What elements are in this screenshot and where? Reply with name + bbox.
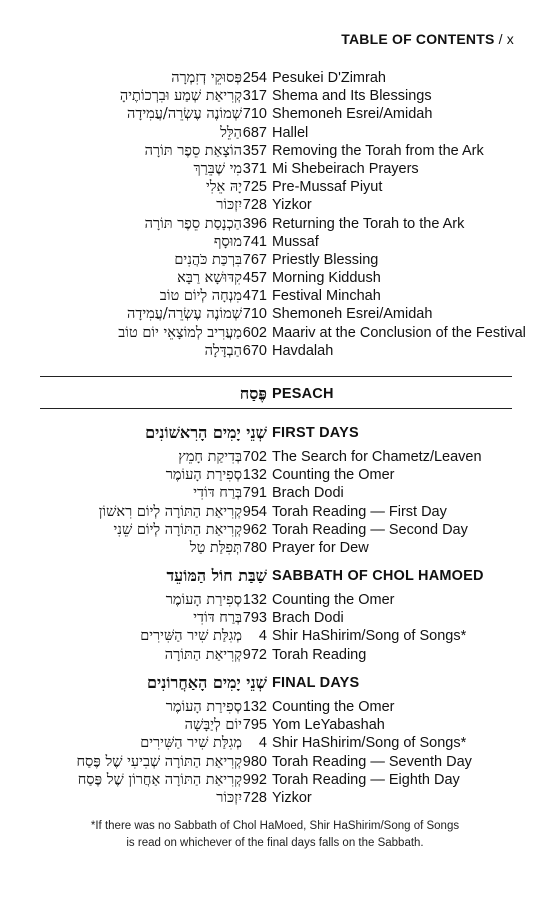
entry-title: Shemoneh Esrei/Amidah [272,306,433,323]
toc-entry[interactable] [0,269,550,287]
entry-hebrew: שְׁמוֹנֶה עֶשְׂרֵה/עֲמִידָה [127,306,242,323]
entry-page: 702 [242,449,267,465]
entry-page: 670 [242,342,267,359]
toc-entry[interactable] [0,160,550,178]
entry-title: Festival Minchah [272,288,381,305]
entry-page: 795 [242,717,267,734]
toc-entry[interactable] [0,448,550,466]
entry-page: 457 [242,270,267,287]
toc-entry[interactable] [0,646,550,664]
final-days-heading [0,672,550,694]
entry-hebrew: קְרִיאַת הַתּוֹרָה לְיוֹם שֵׁנִי [113,521,242,538]
pesach-heading-hebrew: פֶּסַח [239,384,267,403]
entry-page: 687 [242,124,267,141]
entry-hebrew: מְגִלַּת שִׁיר הַשִּׁירִים [140,628,242,645]
toc-entry[interactable] [0,609,550,627]
entry-page: 371 [242,160,267,177]
first-days-heading [0,422,550,444]
entry-page: 972 [242,646,267,663]
section-rule-bottom [40,408,512,409]
toc-general-list [0,69,550,360]
entry-hebrew: מִנְחָה לְיוֹם טוֹב [159,288,242,305]
running-header-separator: / [498,31,503,47]
entry-hebrew: הַבְדָּלָה [204,342,242,359]
entry-title: Yizkor [272,197,312,214]
entry-page: 396 [242,215,267,232]
entry-hebrew: יִזְכּוֹר [216,789,242,806]
entry-title: Mi Shebeirach Prayers [272,160,419,177]
entry-title: Shemoneh Esrei/Amidah [272,106,433,123]
entry-hebrew: קְרִיאַת הַתּוֹרָה אַחֲרוֹן שֶׁל פֶּסַח [77,771,242,788]
entry-page: 4 [258,735,267,752]
entry-page: 710 [242,106,267,123]
entry-hebrew: הַלֵּל [220,124,242,141]
toc-entry[interactable] [0,196,550,214]
entry-title: Pre-Mussaf Piyut [272,179,383,196]
toc-entry[interactable] [0,503,550,521]
entry-title: Counting the Omer [272,699,395,715]
entry-title: Shir HaShirim/Song of Songs* [272,628,467,645]
entry-hebrew: מוּסָף [213,233,242,250]
first-days-heading-hebrew: שְׁנֵי יָמִים הָרִאשׁוֹנִים [145,423,267,442]
toc-entry[interactable] [0,251,550,269]
chol-hamoed-list [0,591,550,664]
entry-title: Torah Reading — Eighth Day [272,771,460,788]
entry-hebrew: יָהּ אֵלִי [205,179,242,196]
entry-hebrew: סְפִירַת הָעוֹמֶר [165,699,242,715]
entry-hebrew: קְרִיאַת הַתּוֹרָה שְׁבִיעִי שֶׁל פֶּסַח [76,753,242,770]
toc-entry[interactable] [0,69,550,87]
toc-entry[interactable] [0,753,550,771]
entry-page: 710 [242,306,267,323]
entry-hebrew: מַעֲרִיב לְמוֹצָאֵי יוֹם טוֹב [118,324,242,341]
toc-entry[interactable] [0,789,550,807]
entry-title: Shir HaShirim/Song of Songs* [272,735,467,752]
entry-page: 992 [242,771,267,788]
footnote-line: *If there was no Sabbath of Chol HaMoed, Shir HaShirim/Song of Songs [90,820,460,832]
entry-page: 254 [242,70,267,86]
entry-page: 962 [242,521,267,538]
toc-entry[interactable] [0,521,550,539]
toc-entry[interactable] [0,124,550,142]
toc-entry[interactable] [0,233,550,251]
entry-title: Counting the Omer [272,467,395,484]
entry-page: 793 [242,610,267,627]
toc-entry[interactable] [0,142,550,160]
toc-entry[interactable] [0,178,550,196]
entry-title: The Search for Chametz/Leaven [272,449,482,465]
entry-page: 980 [242,753,267,770]
entry-title: Pesukei D'Zimrah [272,70,386,86]
entry-hebrew: הַכְנָסַת סֵפֶר תּוֹרָה [144,215,242,232]
toc-entry[interactable] [0,627,550,645]
entry-hebrew: תְּפִלַּת טַל [189,539,242,556]
entry-hebrew: יוֹם לְיַבָּשָׁה [184,717,242,734]
final-days-heading-hebrew: שְׁנֵי יָמִים הָאַחֲרוֹנִים [146,673,267,692]
entry-hebrew: פְּסוּקֵי דְזִמְרָה [171,70,242,86]
pesach-heading [0,383,550,405]
entry-page: 602 [242,324,267,341]
entry-page: 132 [242,699,267,715]
entry-hebrew: יִזְכּוֹר [216,197,242,214]
entry-title: Havdalah [272,342,334,359]
entry-title: Returning the Torah to the Ark [272,215,465,232]
entry-page: 132 [242,467,267,484]
entry-hebrew: סְפִירַת הָעוֹמֶר [165,592,242,608]
toc-entry[interactable] [0,215,550,233]
toc-entry[interactable] [0,305,550,323]
toc-entry[interactable] [0,105,550,123]
entry-title: Yizkor [272,789,312,806]
entry-title: Maariv at the Conclusion of the Festival [272,324,526,341]
entry-page: 767 [242,251,267,268]
toc-entry[interactable] [0,698,550,716]
entry-hebrew: קְרִיאַת הַתּוֹרָה [164,646,242,663]
toc-entry[interactable] [0,716,550,734]
toc-entry[interactable] [0,771,550,789]
entry-title: Morning Kiddush [272,270,381,287]
entry-title: Yom LeYabashah [272,717,385,734]
final-days-list [0,698,550,807]
footnote-line: is read on whichever of the final days falls on the Sabbath. [126,836,424,849]
entry-title: Prayer for Dew [272,539,369,556]
entry-hebrew: בִּרְכַּת כֹּהֲנִים [174,251,242,268]
entry-title: Shema and Its Blessings [272,88,432,105]
entry-hebrew: מִי שֶׁבֵּרַךְ [193,160,242,177]
entry-title: Torah Reading — Second Day [272,521,468,538]
entry-page: 728 [242,197,267,214]
entry-hebrew: בְּרַח דּוֹדִי [193,610,242,627]
entry-title: Priestly Blessing [272,251,379,268]
toc-entry[interactable] [0,484,550,502]
toc-entry[interactable] [0,539,550,557]
entry-hebrew: שְׁמוֹנֶה עֶשְׂרֵה/עֲמִידָה [127,106,242,123]
running-header [341,31,514,47]
chol-hamoed-heading-hebrew: שַׁבַּת חוֹל הַמּוֹעֵד [166,566,267,585]
entry-title: Torah Reading — Seventh Day [272,753,472,770]
first-days-heading-title: FIRST DAYS [272,425,359,441]
toc-entry[interactable] [0,287,550,305]
toc-entry[interactable] [0,734,550,752]
entry-page: 791 [242,485,267,502]
toc-entry[interactable] [0,342,550,360]
page-number: x [506,31,514,47]
footnote [0,818,550,851]
toc-entry[interactable] [0,466,550,484]
entry-title: Torah Reading — First Day [272,503,447,520]
entry-hebrew: קְרִיאַת שְׁמַע וּבִרְכוֹתֶיהָ [119,88,242,105]
entry-hebrew: קִדּוּשָׁא רַבָּא [177,270,242,287]
entry-page: 954 [242,503,267,520]
entry-page: 741 [242,233,267,250]
final-days-heading-title: FINAL DAYS [272,675,360,691]
section-rule-top [40,376,512,377]
entry-hebrew: סְפִירַת הָעוֹמֶר [165,467,242,484]
running-header-title: TABLE OF CONTENTS [341,31,495,47]
entry-hebrew: מְגִלַּת שִׁיר הַשִּׁירִים [140,735,242,752]
entry-title: Brach Dodi [272,610,344,627]
entry-page: 725 [242,179,267,196]
entry-page: 317 [242,88,267,105]
entry-page: 132 [242,592,267,608]
entry-page: 4 [258,628,267,645]
entry-title: Removing the Torah from the Ark [272,142,484,159]
entry-page: 728 [242,789,267,806]
toc-entry[interactable] [0,87,550,105]
first-days-list [0,448,550,557]
chol-hamoed-heading [0,565,550,587]
entry-title: Counting the Omer [272,592,395,608]
entry-title: Brach Dodi [272,485,344,502]
chol-hamoed-heading-title: SABBATH OF CHOL HAMOED [272,568,484,584]
toc-entry[interactable] [0,591,550,609]
entry-hebrew: בְּרַח דּוֹדִי [193,485,242,502]
entry-title: Mussaf [272,233,319,250]
entry-page: 357 [242,142,267,159]
entry-title: Hallel [272,124,309,141]
entry-hebrew: קְרִיאַת הַתּוֹרָה לְיוֹם רִאשׁוֹן [98,503,242,520]
entry-hebrew: הוֹצָאַת סֵפֶר תּוֹרָה [144,142,242,159]
entry-page: 780 [242,539,267,556]
toc-entry[interactable] [0,324,550,342]
entry-hebrew: בְּדִיקַת חָמֵץ [178,449,242,465]
pesach-heading-title: PESACH [272,386,334,402]
entry-title: Torah Reading [272,646,367,663]
entry-page: 471 [242,288,267,305]
